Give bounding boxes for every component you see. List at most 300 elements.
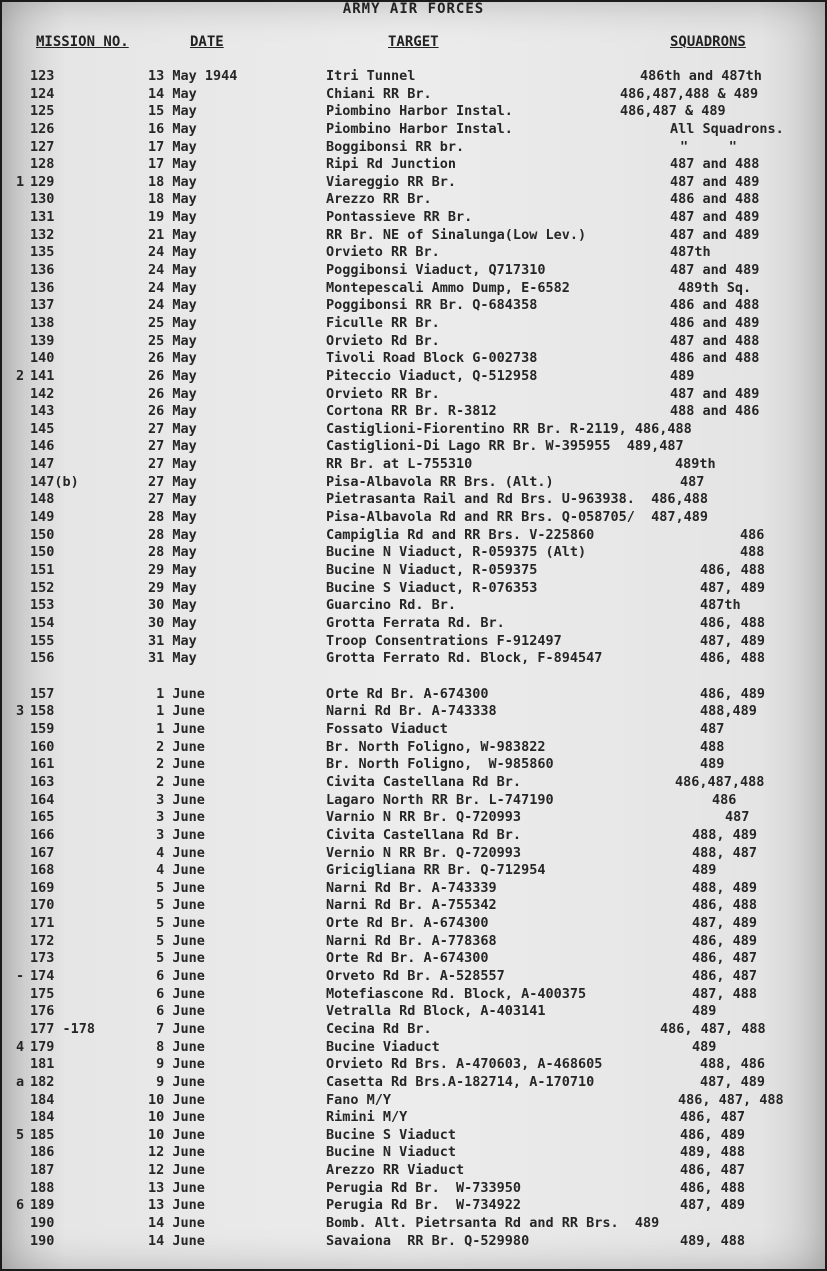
mission-target: Perugia Rd Br. W-733950 bbox=[326, 1179, 522, 1196]
mission-squadrons: 486th and 487th bbox=[640, 68, 762, 84]
mission-squadrons: 486, 489 bbox=[700, 685, 766, 702]
mission-target: Narni Rd Br. A-755342 bbox=[326, 897, 497, 914]
mission-number: 185 bbox=[30, 1126, 55, 1143]
mission-date: 4 June bbox=[148, 844, 205, 861]
margin-note: 4 bbox=[16, 1038, 25, 1055]
table-row bbox=[0, 1162, 827, 1180]
mission-number: 163 bbox=[30, 773, 55, 790]
table-row bbox=[0, 227, 827, 245]
table-row bbox=[0, 562, 827, 580]
mission-number: 123 bbox=[30, 68, 55, 84]
mission-squadrons: 489 bbox=[692, 1038, 717, 1055]
mission-target: Orvieto RR Br. bbox=[326, 385, 440, 402]
mission-date: 3 June bbox=[148, 809, 205, 826]
mission-number: 154 bbox=[30, 614, 55, 631]
mission-date: 13 June bbox=[148, 1197, 205, 1214]
mission-date: 5 June bbox=[148, 897, 205, 914]
mission-number: 151 bbox=[30, 561, 55, 578]
mission-target: RR Br. NE of Sinalunga(Low Lev.) bbox=[326, 226, 587, 243]
mission-date: 16 May bbox=[148, 120, 197, 137]
mission-date: 1 June bbox=[148, 685, 205, 702]
mission-date: 12 June bbox=[148, 1144, 205, 1161]
mission-squadrons: 486 bbox=[740, 526, 765, 543]
table-row bbox=[0, 1127, 827, 1145]
mission-squadrons: " " bbox=[680, 138, 737, 155]
table-row bbox=[0, 1144, 827, 1162]
mission-squadrons: 489 bbox=[670, 367, 695, 384]
table-row bbox=[0, 121, 827, 139]
mission-target: Poggibonsi Viaduct, Q717310 bbox=[326, 262, 546, 279]
table-row bbox=[0, 809, 827, 827]
mission-number: 129 bbox=[30, 173, 55, 190]
mission-date: 5 June bbox=[148, 915, 205, 932]
mission-number: 171 bbox=[30, 915, 55, 932]
mission-number: 158 bbox=[30, 703, 55, 720]
mission-date: 24 May bbox=[148, 279, 197, 296]
mission-squadrons: 487th bbox=[670, 244, 711, 261]
mission-number: 156 bbox=[30, 650, 55, 667]
table-row bbox=[0, 633, 827, 651]
mission-target: Orte Rd Br. A-674300 bbox=[326, 915, 489, 932]
mission-squadrons: 488, 486 bbox=[700, 1056, 766, 1073]
mission-squadrons: 486,487,488 bbox=[675, 773, 765, 790]
table-row bbox=[0, 615, 827, 633]
mission-number: 190 bbox=[30, 1232, 55, 1249]
mission-target: Grotta Ferrato Rd. Block, F-894547 bbox=[326, 650, 603, 667]
table-row bbox=[0, 421, 827, 439]
mission-squadrons: 487, 488 bbox=[692, 985, 758, 1002]
table-row bbox=[0, 280, 827, 298]
mission-date: 5 June bbox=[148, 879, 205, 896]
mission-date: 14 June bbox=[148, 1232, 205, 1249]
mission-squadrons: 486, 488 bbox=[700, 650, 766, 667]
mission-number: 139 bbox=[30, 332, 55, 349]
mission-number: 184 bbox=[30, 1091, 55, 1108]
mission-number: 125 bbox=[30, 103, 55, 120]
mission-target: RR Br. at L-755310 bbox=[326, 456, 473, 473]
mission-number: 140 bbox=[30, 350, 55, 367]
mission-number: 173 bbox=[30, 950, 55, 967]
table-row bbox=[0, 438, 827, 456]
mission-number: 164 bbox=[30, 791, 55, 808]
mission-squadrons: 486, 487 bbox=[692, 968, 758, 985]
mission-squadrons: 489th Sq. bbox=[678, 279, 752, 296]
header-squadrons: SQUADRONS bbox=[670, 34, 746, 50]
mission-target: Pisa-Albavola Rd and RR Brs. Q-058705/ 487,489 bbox=[326, 509, 709, 526]
table-row bbox=[0, 862, 827, 880]
table-row bbox=[0, 386, 827, 404]
mission-target: Castiglioni-Di Lago RR Br. W-395955 489,487 bbox=[326, 438, 684, 455]
mission-number: 179 bbox=[30, 1038, 55, 1055]
margin-note: a bbox=[16, 1073, 25, 1090]
header-date: DATE bbox=[190, 34, 224, 50]
mission-squadrons: 488, 487 bbox=[692, 844, 758, 861]
table-row bbox=[0, 986, 827, 1004]
mission-date: 6 June bbox=[148, 1003, 205, 1020]
table-row bbox=[0, 774, 827, 792]
mission-date: 28 May bbox=[148, 509, 197, 526]
mission-target: Montepescali Ammo Dump, E-6582 bbox=[326, 279, 570, 296]
mission-number: 136 bbox=[30, 262, 55, 279]
mission-number: 174 bbox=[30, 968, 55, 985]
mission-date: 18 May bbox=[148, 191, 197, 208]
margin-note: 5 bbox=[16, 1126, 25, 1143]
mission-date: 10 June bbox=[148, 1091, 205, 1108]
mission-number: 149 bbox=[30, 509, 55, 526]
mission-date: 14 May bbox=[148, 85, 197, 102]
mission-squadrons: 486, 488 bbox=[692, 897, 758, 914]
table-row bbox=[0, 315, 827, 333]
mission-squadrons: 486,487,488 & 489 bbox=[620, 85, 759, 102]
table-row bbox=[0, 191, 827, 209]
table-row bbox=[0, 721, 827, 739]
mission-squadrons: 487 and 489 bbox=[670, 385, 760, 402]
margin-note: 3 bbox=[16, 703, 25, 720]
mission-target: Gricigliana RR Br. Q-712954 bbox=[326, 862, 546, 879]
mission-squadrons: 487 bbox=[700, 721, 725, 738]
mission-target: Narni Rd Br. A-743338 bbox=[326, 703, 497, 720]
table-row bbox=[0, 880, 827, 898]
mission-date: 28 May bbox=[148, 526, 197, 543]
table-row bbox=[0, 845, 827, 863]
table-row bbox=[0, 244, 827, 262]
table-row bbox=[0, 403, 827, 421]
table-row bbox=[0, 297, 827, 315]
mission-number: 166 bbox=[30, 826, 55, 843]
mission-number: 147(b) bbox=[30, 473, 79, 490]
mission-squadrons: 487 bbox=[680, 473, 705, 490]
mission-target: Narni Rd Br. A-778368 bbox=[326, 932, 497, 949]
mission-target: Br. North Foligno, W-985860 bbox=[326, 756, 554, 773]
mission-target: Viareggio RR Br. bbox=[326, 173, 457, 190]
mission-date: 26 May bbox=[148, 350, 197, 367]
table-row bbox=[0, 68, 827, 86]
mission-squadrons: 486 and 489 bbox=[670, 314, 760, 331]
mission-date: 27 May bbox=[148, 438, 197, 455]
mission-squadrons: 489th bbox=[675, 456, 716, 473]
mission-squadrons: 487 and 488 bbox=[670, 156, 760, 173]
table-row bbox=[0, 456, 827, 474]
mission-number: 124 bbox=[30, 85, 55, 102]
mission-squadrons: 489 bbox=[700, 756, 725, 773]
table-row bbox=[0, 209, 827, 227]
mission-number: 155 bbox=[30, 632, 55, 649]
mission-target: Pietrasanta Rail and Rd Brs. U-963938. 486,488 bbox=[326, 491, 709, 508]
table-row bbox=[0, 650, 827, 668]
mission-number: 176 bbox=[30, 1003, 55, 1020]
mission-squadrons: 487 and 489 bbox=[670, 226, 760, 243]
mission-number: 130 bbox=[30, 191, 55, 208]
mission-squadrons: 486 and 488 bbox=[670, 191, 760, 208]
table-row bbox=[0, 174, 827, 192]
mission-target: Varnio N RR Br. Q-720993 bbox=[326, 809, 522, 826]
mission-target: Bomb. Alt. Pietrsanta Rd and RR Brs. 489 bbox=[326, 1215, 660, 1231]
mission-squadrons: 487, 489 bbox=[700, 632, 766, 649]
mission-number: 167 bbox=[30, 844, 55, 861]
mission-number: 150 bbox=[30, 526, 55, 543]
mission-number: 168 bbox=[30, 862, 55, 879]
mission-target: Civita Castellana Rd Br. bbox=[326, 773, 522, 790]
table-row bbox=[0, 792, 827, 810]
mission-squadrons: 487, 489 bbox=[700, 579, 766, 596]
mission-target: Savaiona RR Br. Q-529980 bbox=[326, 1232, 530, 1249]
table-row bbox=[0, 509, 827, 527]
mission-target: Pontassieve RR Br. bbox=[326, 209, 473, 226]
mission-target: Troop Consentrations F-912497 bbox=[326, 632, 562, 649]
mission-squadrons: 487, 489 bbox=[680, 1197, 746, 1214]
mission-number: 169 bbox=[30, 879, 55, 896]
mission-squadrons: 486, 487 bbox=[680, 1109, 746, 1126]
mission-target: Poggibonsi RR Br. Q-684358 bbox=[326, 297, 538, 314]
mission-target: Vernio N RR Br. Q-720993 bbox=[326, 844, 522, 861]
section-gap bbox=[0, 668, 827, 686]
mission-number: 165 bbox=[30, 809, 55, 826]
mission-target: Bucine S Viaduct bbox=[326, 1126, 457, 1143]
mission-target: Civita Castellana Rd Br. bbox=[326, 826, 522, 843]
document-title: ARMY AIR FORCES bbox=[342, 1, 485, 17]
mission-date: 27 May bbox=[148, 456, 197, 473]
mission-number: 135 bbox=[30, 244, 55, 261]
mission-target: Ripi Rd Junction bbox=[326, 156, 457, 173]
mission-target: Narni Rd Br. A-743339 bbox=[326, 879, 497, 896]
mission-number: 146 bbox=[30, 438, 55, 455]
mission-number: 160 bbox=[30, 738, 55, 755]
mission-number: 138 bbox=[30, 314, 55, 331]
table-row bbox=[0, 703, 827, 721]
mission-target: Arezzo RR Viaduct bbox=[326, 1162, 465, 1179]
mission-date: 26 May bbox=[148, 367, 197, 384]
mission-date: 30 May bbox=[148, 597, 197, 614]
mission-target: Orvieto Rd Brs. A-470603, A-468605 bbox=[326, 1056, 603, 1073]
mission-squadrons: 486 and 488 bbox=[670, 297, 760, 314]
table-row bbox=[0, 474, 827, 492]
mission-number: 153 bbox=[30, 597, 55, 614]
mission-target: Orte Rd Br. A-674300 bbox=[326, 950, 489, 967]
mission-squadrons: 488, 489 bbox=[692, 826, 758, 843]
mission-squadrons: 489 bbox=[692, 862, 717, 879]
mission-date: 8 June bbox=[148, 1038, 205, 1055]
mission-date: 19 May bbox=[148, 209, 197, 226]
mission-squadrons: 487, 489 bbox=[692, 915, 758, 932]
mission-target: Ficulle RR Br. bbox=[326, 314, 440, 331]
mission-target: Fossato Viaduct bbox=[326, 721, 448, 738]
table-row bbox=[0, 544, 827, 562]
mission-number: 150 bbox=[30, 544, 55, 561]
mission-squadrons: 488, 489 bbox=[692, 879, 758, 896]
mission-squadrons: 486 and 488 bbox=[670, 350, 760, 367]
mission-number: 128 bbox=[30, 156, 55, 173]
mission-date: 13 May 1944 bbox=[148, 68, 238, 84]
table-row bbox=[0, 1092, 827, 1110]
mission-number: 131 bbox=[30, 209, 55, 226]
mission-target: Piombino Harbor Instal. bbox=[326, 120, 513, 137]
mission-number: 142 bbox=[30, 385, 55, 402]
table-row bbox=[0, 827, 827, 845]
mission-date: 24 May bbox=[148, 262, 197, 279]
table-row bbox=[0, 368, 827, 386]
mission-squadrons: 488 and 486 bbox=[670, 403, 760, 420]
table-row bbox=[0, 686, 827, 704]
mission-number: 172 bbox=[30, 932, 55, 949]
mission-date: 31 May bbox=[148, 632, 197, 649]
mission-squadrons: 489, 488 bbox=[680, 1232, 746, 1249]
mission-date: 27 May bbox=[148, 420, 197, 437]
mission-date: 12 June bbox=[148, 1162, 205, 1179]
table-row bbox=[0, 1180, 827, 1198]
mission-date: 9 June bbox=[148, 1056, 205, 1073]
mission-squadrons: 487 and 489 bbox=[670, 173, 760, 190]
mission-target: Guarcino Rd. Br. bbox=[326, 597, 457, 614]
mission-squadrons: 486, 487, 488 bbox=[678, 1091, 784, 1108]
mission-date: 30 May bbox=[148, 614, 197, 631]
table-row bbox=[0, 739, 827, 757]
mission-target: Itri Tunnel bbox=[326, 68, 416, 84]
mission-squadrons: 486, 488 bbox=[700, 614, 766, 631]
mission-target: Casetta Rd Brs.A-182714, A-170710 bbox=[326, 1073, 595, 1090]
mission-target: Grotta Ferrata Rd. Br. bbox=[326, 614, 505, 631]
mission-date: 5 June bbox=[148, 932, 205, 949]
table-row bbox=[0, 262, 827, 280]
mission-date: 28 May bbox=[148, 544, 197, 561]
table-row bbox=[0, 350, 827, 368]
table-row bbox=[0, 103, 827, 121]
table-row bbox=[0, 333, 827, 351]
mission-target: Vetralla Rd Block, A-403141 bbox=[326, 1003, 546, 1020]
mission-number: 161 bbox=[30, 756, 55, 773]
mission-date: 13 June bbox=[148, 1179, 205, 1196]
margin-note: - bbox=[16, 968, 25, 985]
margin-note: 1 bbox=[16, 173, 25, 190]
mission-number: 148 bbox=[30, 491, 55, 508]
mission-squadrons: 489 bbox=[692, 1003, 717, 1020]
mission-target: Br. North Foligno, W-983822 bbox=[326, 738, 546, 755]
mission-date: 6 June bbox=[148, 968, 205, 985]
mission-date: 17 May bbox=[148, 156, 197, 173]
mission-target: Fano M/Y bbox=[326, 1091, 392, 1108]
table-row bbox=[0, 1039, 827, 1057]
mission-number: 143 bbox=[30, 403, 55, 420]
table-row bbox=[0, 1197, 827, 1215]
mission-number: 141 bbox=[30, 367, 55, 384]
mission-target: Piombino Harbor Instal. bbox=[326, 103, 513, 120]
table-row bbox=[0, 756, 827, 774]
mission-target: Orveto Rd Br. A-528557 bbox=[326, 968, 505, 985]
table-row bbox=[0, 491, 827, 509]
mission-target: Bucine N Viaduct, R-059375 bbox=[326, 561, 538, 578]
mission-squadrons: 487 and 488 bbox=[670, 332, 760, 349]
margin-note: 2 bbox=[16, 367, 25, 384]
mission-date: 29 May bbox=[148, 579, 197, 596]
mission-date: 21 May bbox=[148, 226, 197, 243]
mission-squadrons: 487 and 489 bbox=[670, 209, 760, 226]
mission-date: 2 June bbox=[148, 738, 205, 755]
mission-date: 27 May bbox=[148, 473, 197, 490]
mission-target: Arezzo RR Br. bbox=[326, 191, 432, 208]
mission-squadrons: 486, 488 bbox=[680, 1179, 746, 1196]
mission-number: 152 bbox=[30, 579, 55, 596]
mission-squadrons: 489, 488 bbox=[680, 1144, 746, 1161]
mission-date: 27 May bbox=[148, 491, 197, 508]
table-row bbox=[0, 86, 827, 104]
table-row bbox=[0, 1109, 827, 1127]
mission-number: 190 bbox=[30, 1215, 55, 1231]
mission-target: Chiani RR Br. bbox=[326, 85, 432, 102]
mission-target: Cortona RR Br. R-3812 bbox=[326, 403, 497, 420]
mission-target: Castiglioni-Fiorentino RR Br. R-2119, 486,488 bbox=[326, 420, 692, 437]
mission-date: 3 June bbox=[148, 791, 205, 808]
mission-date: 25 May bbox=[148, 332, 197, 349]
mission-date: 10 June bbox=[148, 1126, 205, 1143]
mission-date: 2 June bbox=[148, 756, 205, 773]
table-row bbox=[0, 933, 827, 951]
mission-squadrons: 487 and 489 bbox=[670, 262, 760, 279]
mission-number: 136 bbox=[30, 279, 55, 296]
table-row bbox=[0, 1233, 827, 1251]
mission-target: Bucine S Viaduct, R-076353 bbox=[326, 579, 538, 596]
mission-number: 187 bbox=[30, 1162, 55, 1179]
mission-date: 3 June bbox=[148, 826, 205, 843]
mission-date: 4 June bbox=[148, 862, 205, 879]
header-target: TARGET bbox=[388, 34, 439, 50]
mission-date: 25 May bbox=[148, 314, 197, 331]
mission-date: 7 June bbox=[148, 1020, 205, 1037]
mission-squadrons: 487 bbox=[725, 809, 750, 826]
mission-squadrons: 486, 487 bbox=[680, 1162, 746, 1179]
mission-target: Motefiascone Rd. Block, A-400375 bbox=[326, 985, 587, 1002]
mission-number: 182 bbox=[30, 1073, 55, 1090]
mission-date: 24 May bbox=[148, 244, 197, 261]
mission-target: Tivoli Road Block G-002738 bbox=[326, 350, 538, 367]
mission-date: 24 May bbox=[148, 297, 197, 314]
mission-number: 145 bbox=[30, 420, 55, 437]
mission-date: 26 May bbox=[148, 403, 197, 420]
table-row bbox=[0, 968, 827, 986]
table-row bbox=[0, 580, 827, 598]
mission-date: 15 May bbox=[148, 103, 197, 120]
mission-squadrons: 486, 489 bbox=[680, 1126, 746, 1143]
mission-date: 1 June bbox=[148, 721, 205, 738]
mission-number: 126 bbox=[30, 120, 55, 137]
mission-date: 2 June bbox=[148, 773, 205, 790]
table-row bbox=[0, 950, 827, 968]
mission-target: Lagaro North RR Br. L-747190 bbox=[326, 791, 554, 808]
mission-squadrons: 486 bbox=[712, 791, 737, 808]
table-row bbox=[0, 597, 827, 615]
mission-squadrons: 488 bbox=[700, 738, 725, 755]
mission-number: 181 bbox=[30, 1056, 55, 1073]
mission-date: 14 June bbox=[148, 1215, 205, 1231]
mission-squadrons: 487, 489 bbox=[700, 1073, 766, 1090]
mission-target: Bucine Viaduct bbox=[326, 1038, 440, 1055]
mission-number: 189 bbox=[30, 1197, 55, 1214]
mission-date: 18 May bbox=[148, 173, 197, 190]
mission-number: 159 bbox=[30, 721, 55, 738]
mission-squadrons: All Squadrons. bbox=[670, 120, 784, 137]
table-row bbox=[0, 1074, 827, 1092]
mission-number: 177 -178 bbox=[30, 1020, 96, 1037]
table-row bbox=[0, 897, 827, 915]
mission-target: Boggibonsi RR br. bbox=[326, 138, 465, 155]
mission-date: 1 June bbox=[148, 703, 205, 720]
mission-date: 29 May bbox=[148, 561, 197, 578]
mission-target: Orte Rd Br. A-674300 bbox=[326, 685, 489, 702]
mission-number: 127 bbox=[30, 138, 55, 155]
mission-number: 132 bbox=[30, 226, 55, 243]
mission-table bbox=[0, 68, 827, 1250]
table-row bbox=[0, 1215, 827, 1233]
mission-number: 137 bbox=[30, 297, 55, 314]
mission-squadrons: 486, 488 bbox=[700, 561, 766, 578]
